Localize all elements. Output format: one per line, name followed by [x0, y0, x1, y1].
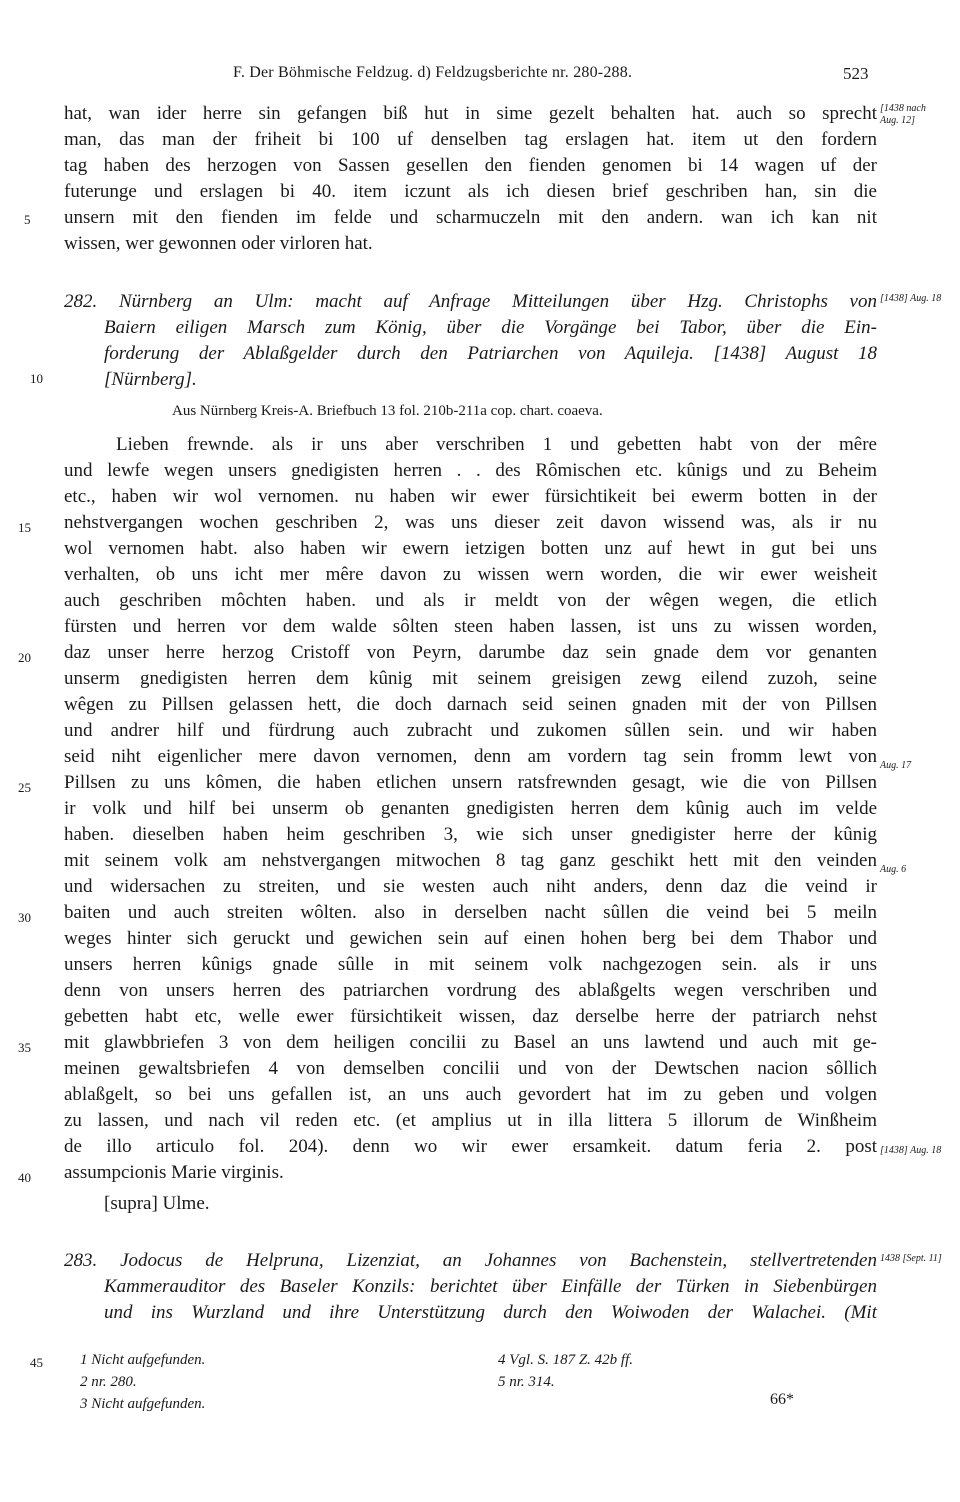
text-line: wol vernomen habt. also haben wir ewern ietzigen botten unz auf hewt in gut bei uns [64, 538, 877, 559]
text-line: wissen, wer gewonnen oder virloren hat. [64, 233, 373, 254]
text-line: und lewfe wegen unsers gnedigisten herren . . des Rômischen etc. kûnigs und zu Beheim [64, 460, 877, 481]
text-line: de illo articulo fol. 204). denn wo wir ewer ersamkeit. datum feria 2. post [64, 1136, 877, 1157]
line-number: 10 [30, 371, 43, 386]
continuation-paragraph [64, 101, 877, 257]
text-line: meinen gewaltsbriefen 4 von demselben concilii und von der Dewtschen nacion sôllich [64, 1058, 877, 1079]
margin-date-note: 1438 [Sept. 11] [880, 1253, 942, 1264]
text-line: unserm gnedigisten herren dem kûnig mit seinem greisigen zewg eilend zuzoh, seine [64, 668, 877, 689]
text-line: mit seinem volk am nehstvergangen mitwochen 8 tag ganz geschikt hett mit den veinden [64, 850, 877, 871]
footnote: 4 Vgl. S. 187 Z. 42b ff. [498, 1352, 634, 1368]
line-number: 15 [18, 520, 31, 535]
heading-line: forderung der Ablaßgelder durch den Patriarchen von Aquileja. [1438] August 18 [104, 343, 877, 364]
heading-line: 282. Nürnberg an Ulm: macht auf Anfrage Mitteilungen über Hzg. Christophs von [64, 291, 877, 312]
document-282-heading [64, 289, 877, 393]
text-line: auch geschriben môchten haben. und als ir meldt von der wêgen wegen, die etlich [64, 590, 877, 611]
text-line: Pillsen zu uns kômen, die haben etlichen unsern ratsfrewnden gesagt, wie die von Pillsen [64, 772, 877, 793]
text-line: wêgen zu Pillsen gelassen hett, die doch darnach seid seinen gnaden mit der von Pillsen [64, 694, 877, 715]
signature-mark: 66* [770, 1391, 794, 1408]
heading-line: 283. Jodocus de Helpruna, Lizenziat, an Johannes von Bachenstein, stellvertretenden [64, 1250, 877, 1271]
text-line: denn von unsers herren des patriarchen vordrung des ablaßgelts wegen verschriben und [64, 980, 877, 1001]
text-line: ir volk und hilf bei unserm ob genanten gnedigisten herren dem kûnig auch im velde [64, 798, 877, 819]
text-line: assumpcionis Marie virginis. [64, 1162, 284, 1183]
text-line: unsern mit den fienden im felde und scharmuczeln mit den andern. wan ich kan nit [64, 207, 877, 228]
heading-line: Baiern eiligen Marsch zum König, über die Vorgänge bei Tabor, über die Ein- [104, 317, 877, 338]
margin-date-note: [1438] Aug. 18 [880, 1145, 942, 1156]
footnote: 3 Nicht aufgefunden. [80, 1396, 206, 1412]
footnote: 1 Nicht aufgefunden. [80, 1352, 206, 1368]
running-header: F. Der Böhmische Feldzug. d) Feldzugsberichte nr. 280-288. [233, 64, 633, 81]
text-line: zu lassen, und nach vil reden etc. (et amplius ut in illa littera 5 illorum de Winßheim [64, 1110, 877, 1131]
text-line: man, das man der friheit bi 100 uf denselben tag erslagen hat. item ut den fordern [64, 129, 877, 150]
footnote: 5 nr. 314. [498, 1374, 555, 1390]
source-note: Aus Nürnberg Kreis-A. Briefbuch 13 fol. 210b-211a cop. chart. coaeva. [172, 403, 603, 419]
line-number: 35 [18, 1040, 31, 1055]
heading-line: [Nürnberg]. [104, 369, 197, 390]
text-line: weges hinter sich geruckt und gewichen sein auf einen hohen berg bei dem Thabor und [64, 928, 877, 949]
margin-date-note: [1438 nach Aug. 12] [880, 103, 926, 126]
text-line: gebetten habt etc, welle ewer fürsichtikeit wissen, daz derselbe herre der patriarch nehst [64, 1006, 877, 1027]
footnote: 2 nr. 280. [80, 1374, 137, 1390]
text-line: etc., haben wir wol vernomen. nu haben wir ewer fürsichtikeit bei ewerm botten in der [64, 486, 877, 507]
line-number: 20 [18, 650, 31, 665]
document-283-heading [64, 1248, 877, 1326]
letter-signature: [supra] Ulme. [104, 1193, 210, 1214]
margin-date-note: Aug. 17 [880, 760, 912, 771]
line-number: 30 [18, 910, 31, 925]
line-number: 40 [18, 1170, 31, 1185]
line-number: 25 [18, 780, 31, 795]
text-line: mit glawbbriefen 3 von dem heiligen concilii zu Basel an uns lawtend und auch mit ge- [64, 1032, 877, 1053]
text-line: ablaßgelt, so bei uns gefallen ist, an uns auch gevordert hat im zu geben und volgen [64, 1084, 877, 1105]
text-line: haben. dieselben haben heim geschriben 3, wie sich unser gnedigister herre der kûnig [64, 824, 877, 845]
text-line: und andrer hilf und fürdrung auch zubracht und zukomen sûllen sein. und wir haben [64, 720, 877, 741]
text-line: fürsten und herren vor dem walde sôlten steen haben lassen, ist uns zu wissen worden, [64, 616, 877, 637]
text-line: daz unser herre herzog Cristoff von Peyrn, darumbe daz sein gnade dem vor genanten [64, 642, 877, 663]
text-line: tag haben des herzogen von Sassen gesellen den fienden genomen bi 14 wagen uf der [64, 155, 877, 176]
text-line: hat, wan ider herre sin gefangen biß hut in sime gezelt behalten hat. auch so sprecht [64, 103, 877, 124]
text-line: Lieben frewnde. als ir uns aber verschriben 1 und gebetten habt von der mêre [116, 434, 877, 455]
text-line: futerunge und erslagen bi 40. item iczunt als ich diesen brief geschriben han, sin die [64, 181, 877, 202]
margin-date-note: [1438] Aug. 18 [880, 293, 942, 304]
text-line: und widersachen zu streiten, und sie westen auch niht anders, denn daz die veind ir [64, 876, 877, 897]
line-number: 5 [24, 212, 31, 227]
page-number: 523 [843, 64, 869, 83]
text-line: verhalten, ob uns icht mer mêre davon zu wissen wern worden, die wir ewer weisheit [64, 564, 877, 585]
text-line: baiten und auch streiten wôlten. also in derselben nacht sûllen die veind bei 5 meiln [64, 902, 877, 923]
margin-date-note: Aug. 6 [880, 864, 907, 875]
heading-line: Kammerauditor des Baseler Konzils: berichtet über Einfälle der Türken in Siebenbürgen [104, 1276, 877, 1297]
text-line: unsers herren kûnigs gnade sûlle in mit seinem volk nachgezogen sein. als ir uns [64, 954, 877, 975]
line-number: 45 [30, 1355, 43, 1370]
text-line: nehstvergangen wochen geschriben 2, was uns dieser zeit davon wissend was, als ir nu [64, 512, 877, 533]
heading-line: und ins Wurzland und ihre Unterstützung durch den Woiwoden der Walachei. (Mit [104, 1302, 877, 1323]
text-line: seid niht eigenlicher mere davon vernomen, denn am vordern tag sein fromm lewt von [64, 746, 877, 767]
document-282-body [64, 432, 877, 1186]
